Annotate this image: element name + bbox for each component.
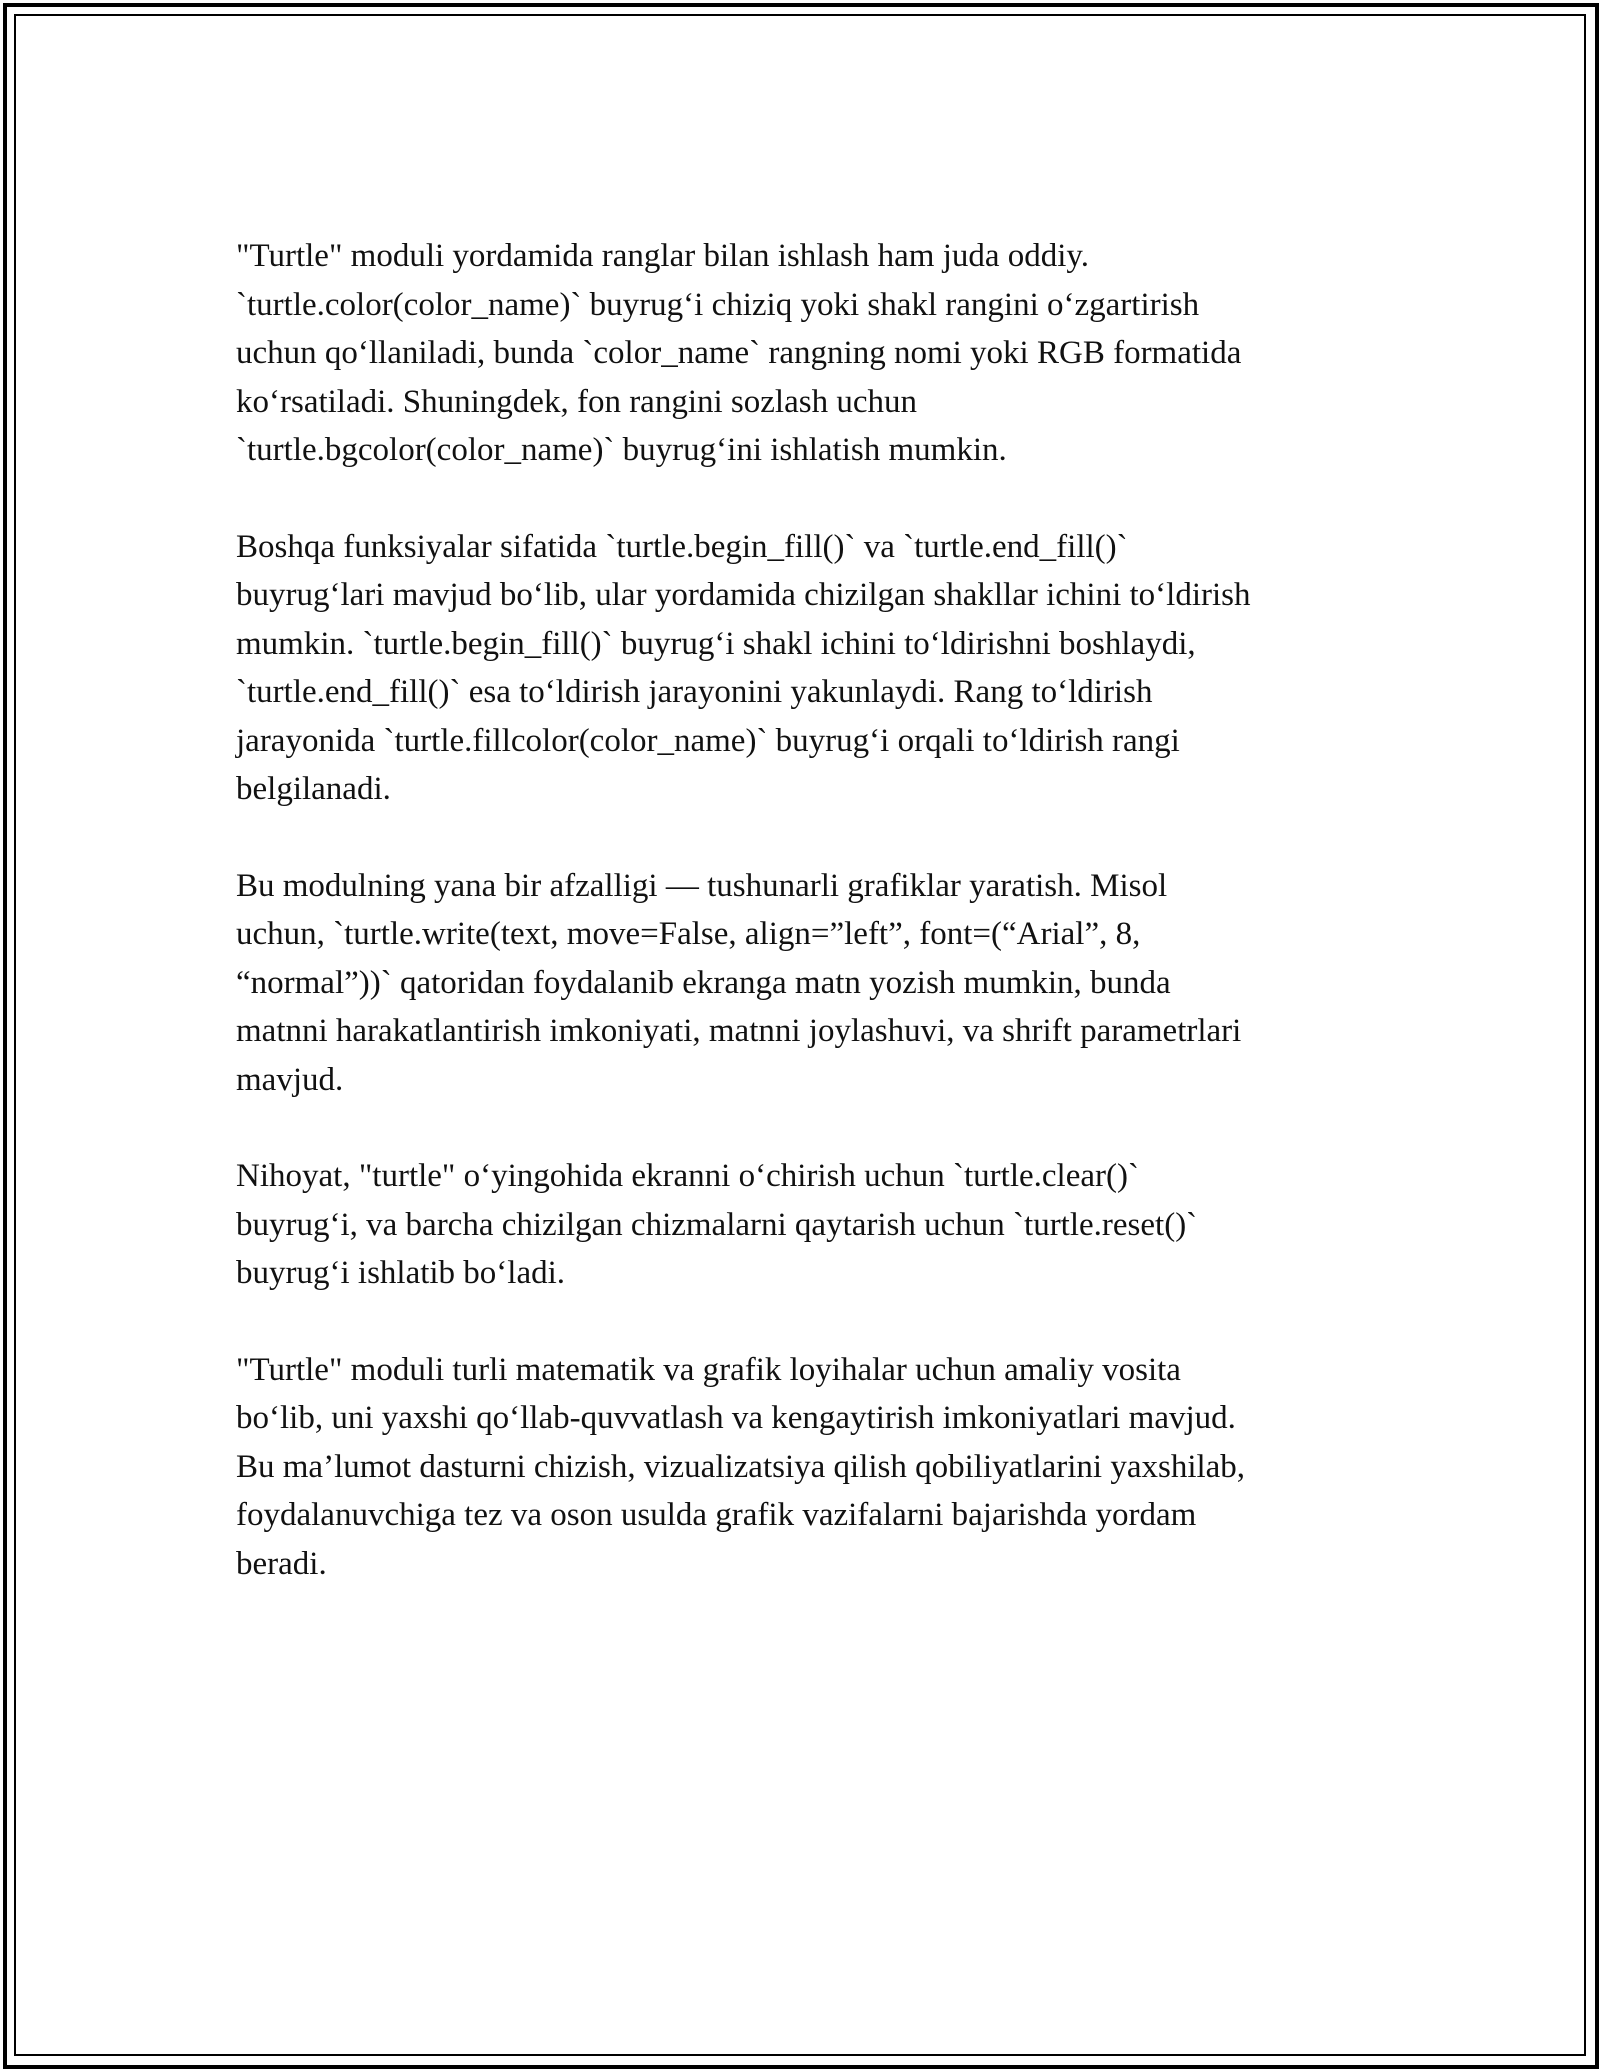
paragraph-turtle-colors: "Turtle" moduli yordamida ranglar bilan ishlash ham juda oddiy. `turtle.color(color_name)` buyrug‘i chiziq yoki shakl rangini o‘zgartirish uchun qo‘llaniladi, bunda `color_name` rangning nomi yoki RGB formatida ko‘rsatiladi. Shuningdek, fon rangini sozlash uchun `turtle.bgcolor(color_name)` buyrug‘ini ishlatish mumkin. (236, 238, 1242, 468)
paragraph-fill-functions: Boshqa funksiyalar sifatida `turtle.begin_fill()` va `turtle.end_fill()` buyrug‘lari mavjud bo‘lib, ular yordamida chizilgan shakllar ichini to‘ldirish mumkin. `turtle.begin_fill()` buyrug‘i shakl ichini to‘ldirishni boshlaydi, `turtle.end_fill()` esa to‘ldirish jarayonini yakunlaydi. Rang to‘ldirish jarayonida `turtle.fillcolor(color_name)` buyrug‘i orqali to‘ldirish rangi belgilanadi. (236, 528, 1251, 807)
paragraph-clear-reset: Nihoyat, "turtle" o‘yingohida ekranni o‘chirish uchun `turtle.clear()` buyrug‘i, va barcha chizilgan chizmalarni qaytarish uchun `turtle.reset()` buyrug‘i ishlatib bo‘ladi. (236, 1158, 1198, 1291)
paragraph-conclusion: "Turtle" moduli turli matematik va grafik loyihalar uchun amaliy vosita bo‘lib, uni yaxshi qo‘llab-quvvatlash va kengaytirish imkoniyatlari mavjud. Bu ma’lumot dasturni chizish, vizualizatsiya qilish qobiliyatlarini yaxshilab, foydalanuvchiga tez va oson usulda grafik vazifalarni bajarishda yordam beradi. (236, 1351, 1246, 1582)
paragraph-write-text: Bu modulning yana bir afzalligi — tushunarli grafiklar yaratish. Misol uchun, `turtle.write(text, move=False, align=”left”, font=(“Arial”, 8, “normal”))` qatoridan foydalanib ekranga matn yozish mumkin, bunda matnni harakatlantirish imkoniyati, matnni joylashuvi, va shrift parametrlari mavjud. (236, 867, 1242, 1098)
document-body (236, 232, 1386, 1636)
